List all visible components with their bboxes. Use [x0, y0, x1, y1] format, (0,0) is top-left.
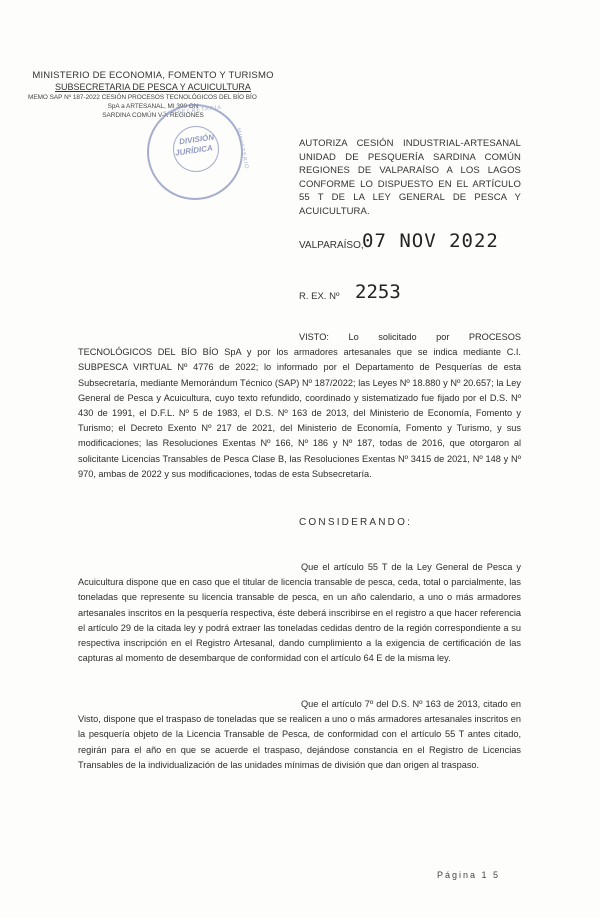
legal-division-stamp	[147, 104, 250, 200]
stamp-text-line1: DIVISIÓN	[178, 132, 215, 147]
considerando-heading: CONSIDERANDO:	[299, 517, 413, 528]
ministry-name: MINISTERIO DE ECONOMIA, FOMENTO Y TURISMO	[32, 70, 274, 81]
visto-text: VISTO: Lo solicitado por PROCESOS TECNOLÓGICOS DEL BÍO BÍO SpA y por los armadores artesanales que se indica mediante C.I. SUBPESCA VIRTUAL Nº 4776 de 2022; lo informado por el Departamento de Pesquerías de esta Subsecretaría, mediante Memorándum Técnico (SAP) Nº 187/2022; las Leyes Nº 18.880 y Nº 20.657; la Ley General de Pesca y Acuicultura, cuyo texto refundido, coordinado y sistematizado fue fijado por el D.S. Nº 430 de 1991, el D.F.L. Nº 5 de 1983, el D.S. Nº 163 de 2013, del Ministerio de Economía, Fomento y Turismo; el Decreto Exento Nº 217 de 2021, del Ministerio de Economía, Fomento y Turismo, y sus modificaciones; las Resoluciones Exentas Nº 166, Nº 186 y Nº 187, todas de 2016, que otorgaron al solicitante Licencias Transables de Pesca Clase B, las Resoluciones Exentas Nº 3415 de 2021, Nº 148 y Nº 970, ambas de 2022 y sus modificaciones, todas de esta Subsecretaría.	[78, 332, 521, 479]
place-label: VALPARAÍSO,	[299, 240, 364, 251]
memo-reference: MEMO SAP Nº 187-2022 CESIÓN PROCESOS TECNOLÓGICOS DEL BÍO BÍO	[28, 94, 257, 101]
considerando-1-text: Que el artículo 55 T de la Ley General de Pesca y Acuicultura dispone que en caso que el titular de licencia transable de pesca, ceda, total o parcialmente, las toneladas que represente su licencia transable de pesca, en un año calendario, a uno o más armadores artesanales inscritos en la pesquería respectiva, éste deberá inscribirse en el registro a que hacer referencia el artículo 29 de la citada ley y podrá extraer las toneladas cedidas dentro de la región correspondiente a su respectiva inscripción en el Registro Artesanal, dando cumplimiento a la exigencia de certificación de las capturas al momento de desembarque de conformidad con el artículo 64 E de la misma ley.	[78, 562, 521, 664]
considerando-2-text: Que el artículo 7º del D.S. Nº 163 de 2013, citado en Visto, dispone que el traspaso de toneladas que se realicen a uno o más armadores artesanales inscritos en la pesquería objeto de la Licencia Transable de Pesca, de conformidad con el artículo 55 T antes citado, regirán para el año en que se acuerde el traspaso, dejándose constancia en el Registro de Licencias Transables de la individualización de las unidades mínimas de división que dan origen al traspaso.	[78, 699, 521, 770]
considerando-paragraph-2	[78, 697, 521, 773]
stamp-text-line2: JURÍDICA	[174, 143, 214, 158]
resolution-number: 2253	[355, 281, 401, 303]
memo-reference-line3: SARDINA COMÚN V-X REGIONES	[102, 112, 204, 119]
stamp-rim-text-side: MINISTERIO	[234, 127, 250, 171]
letterhead	[28, 70, 278, 119]
memo-reference-line2: SpA a ARTESANAL, MI 390 ON	[107, 103, 199, 110]
subsecretaria-name: SUBSECRETARIA DE PESCA Y ACUICULTURA	[55, 82, 251, 92]
page-number: Página 1 5	[437, 870, 501, 880]
visto-paragraph	[78, 330, 521, 482]
stamp-rim-text: SUBSECRETARÍA	[162, 104, 223, 118]
resolution-title: AUTORIZA CESIÓN INDUSTRIAL-ARTESANAL UNIDAD DE PESQUERÍA SARDINA COMÚN REGIONES DE VALPARAÍSO A LOS LAGOS CONFORME LO DISPUESTO EN EL ARTÍCULO 55 T DE LA LEY GENERAL DE PESCA Y ACUICULTURA.	[299, 138, 521, 217]
considerando-paragraph-1	[78, 560, 521, 666]
date-stamp: 07 NOV 2022	[362, 230, 499, 252]
resolution-number-label: R. EX. Nº	[299, 291, 340, 302]
